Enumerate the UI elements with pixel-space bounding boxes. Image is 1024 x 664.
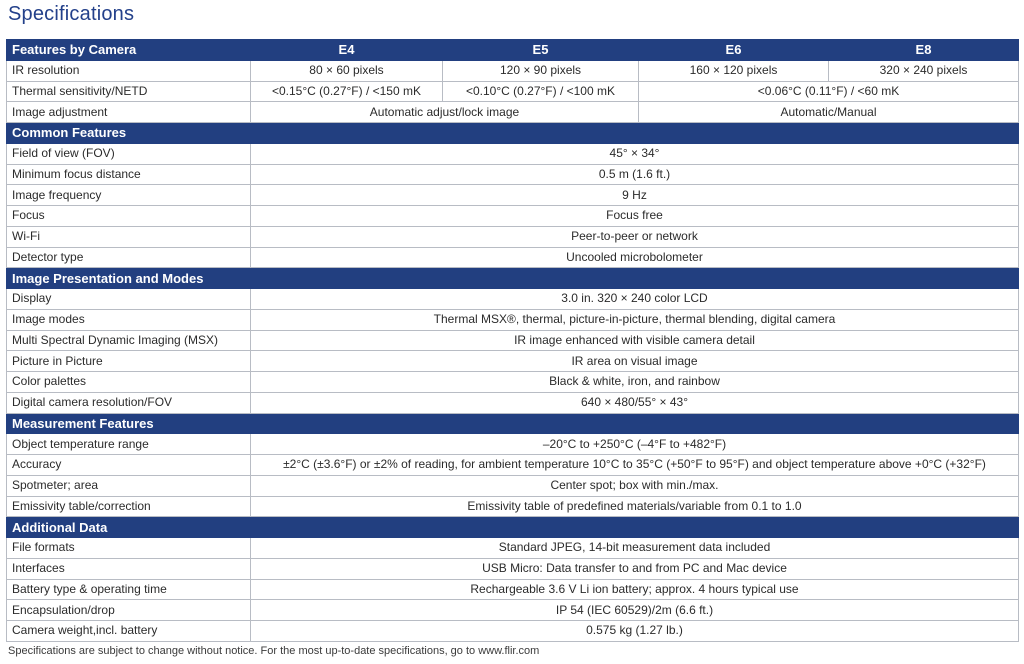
row-label: Wi-Fi <box>7 226 251 247</box>
row-value: <0.06°C (0.11°F) / <60 mK <box>639 81 1019 102</box>
camera-e4-header: E4 <box>251 40 443 61</box>
row-label: Minimum focus distance <box>7 164 251 185</box>
row-value: IR area on visual image <box>251 351 1019 372</box>
row-value: IP 54 (IEC 60529)/2m (6.6 ft.) <box>251 600 1019 621</box>
row-value: Black & white, iron, and rainbow <box>251 372 1019 393</box>
section-title: Common Features <box>7 123 1019 144</box>
row-value: 640 × 480/55° × 43° <box>251 392 1019 413</box>
table-row <box>7 496 1019 517</box>
camera-e8-header: E8 <box>829 40 1019 61</box>
row-value: USB Micro: Data transfer to and from PC and Mac device <box>251 558 1019 579</box>
row-label: Object temperature range <box>7 434 251 455</box>
row-value: IR image enhanced with visible camera detail <box>251 330 1019 351</box>
row-value: Focus free <box>251 206 1019 227</box>
row-label: Display <box>7 289 251 310</box>
row-label: File formats <box>7 538 251 559</box>
row-label: Image adjustment <box>7 102 251 123</box>
section-title: Measurement Features <box>7 413 1019 434</box>
section-header <box>7 123 1019 144</box>
table-row <box>7 60 1019 81</box>
table-row <box>7 600 1019 621</box>
row-value: 9 Hz <box>251 185 1019 206</box>
header-label: Features by Camera <box>7 40 251 61</box>
camera-e6-header: E6 <box>639 40 829 61</box>
row-label: Digital camera resolution/FOV <box>7 392 251 413</box>
row-label: Emissivity table/correction <box>7 496 251 517</box>
row-label: Image frequency <box>7 185 251 206</box>
row-value: 120 × 90 pixels <box>443 60 639 81</box>
table-row <box>7 143 1019 164</box>
row-value: Emissivity table of predefined materials/variable from 0.1 to 1.0 <box>251 496 1019 517</box>
row-label: Encapsulation/drop <box>7 600 251 621</box>
row-value: Peer-to-peer or network <box>251 226 1019 247</box>
table-row <box>7 351 1019 372</box>
row-label: Accuracy <box>7 455 251 476</box>
table-row <box>7 538 1019 559</box>
table-row <box>7 206 1019 227</box>
row-value: 160 × 120 pixels <box>639 60 829 81</box>
row-label: Field of view (FOV) <box>7 143 251 164</box>
section-title: Image Presentation and Modes <box>7 268 1019 289</box>
row-value: <0.10°C (0.27°F) / <100 mK <box>443 81 639 102</box>
table-row <box>7 226 1019 247</box>
features-by-camera-header <box>7 40 1019 61</box>
table-row <box>7 434 1019 455</box>
table-row <box>7 392 1019 413</box>
table-row <box>7 185 1019 206</box>
row-value: Thermal MSX®, thermal, picture-in-picture, thermal blending, digital camera <box>251 309 1019 330</box>
table-row <box>7 164 1019 185</box>
table-row <box>7 455 1019 476</box>
row-label: Focus <box>7 206 251 227</box>
row-value: <0.15°C (0.27°F) / <150 mK <box>251 81 443 102</box>
row-value: 0.5 m (1.6 ft.) <box>251 164 1019 185</box>
page-title: Specifications <box>8 3 135 25</box>
table-row <box>7 475 1019 496</box>
row-value: Automatic/Manual <box>639 102 1019 123</box>
row-value: –20°C to +250°C (–4°F to +482°F) <box>251 434 1019 455</box>
section-header <box>7 268 1019 289</box>
row-label: Spotmeter; area <box>7 475 251 496</box>
row-label: Color palettes <box>7 372 251 393</box>
row-label: IR resolution <box>7 60 251 81</box>
row-value: 3.0 in. 320 × 240 color LCD <box>251 289 1019 310</box>
row-value: 45° × 34° <box>251 143 1019 164</box>
table-row <box>7 558 1019 579</box>
row-label: Thermal sensitivity/NETD <box>7 81 251 102</box>
row-label: Battery type & operating time <box>7 579 251 600</box>
table-row <box>7 81 1019 102</box>
camera-e5-header: E5 <box>443 40 639 61</box>
row-value: Center spot; box with min./max. <box>251 475 1019 496</box>
row-value: Automatic adjust/lock image <box>251 102 639 123</box>
section-header <box>7 517 1019 538</box>
row-value: 0.575 kg (1.27 lb.) <box>251 621 1019 642</box>
row-label: Interfaces <box>7 558 251 579</box>
row-label: Multi Spectral Dynamic Imaging (MSX) <box>7 330 251 351</box>
table-row <box>7 247 1019 268</box>
table-row <box>7 621 1019 642</box>
table-row <box>7 579 1019 600</box>
row-value: 80 × 60 pixels <box>251 60 443 81</box>
section-title: Additional Data <box>7 517 1019 538</box>
specifications-table <box>6 39 1019 642</box>
row-value: Uncooled microbolometer <box>251 247 1019 268</box>
row-label: Image modes <box>7 309 251 330</box>
table-row <box>7 289 1019 310</box>
row-value: Standard JPEG, 14-bit measurement data included <box>251 538 1019 559</box>
row-value: Rechargeable 3.6 V Li ion battery; approx. 4 hours typical use <box>251 579 1019 600</box>
row-label: Detector type <box>7 247 251 268</box>
table-row <box>7 372 1019 393</box>
section-header <box>7 413 1019 434</box>
footnote: Specifications are subject to change without notice. For the most up-to-date specifications, go to www.flir.com <box>8 645 540 657</box>
sections-body <box>7 123 1019 642</box>
row-value: ±2°C (±3.6°F) or ±2% of reading, for ambient temperature 10°C to 35°C (+50°F to 95°F) and object temperature above +0°C (+32°F) <box>251 455 1019 476</box>
row-value: 320 × 240 pixels <box>829 60 1019 81</box>
table-row <box>7 309 1019 330</box>
table-row <box>7 102 1019 123</box>
table-row <box>7 330 1019 351</box>
row-label: Camera weight,incl. battery <box>7 621 251 642</box>
row-label: Picture in Picture <box>7 351 251 372</box>
